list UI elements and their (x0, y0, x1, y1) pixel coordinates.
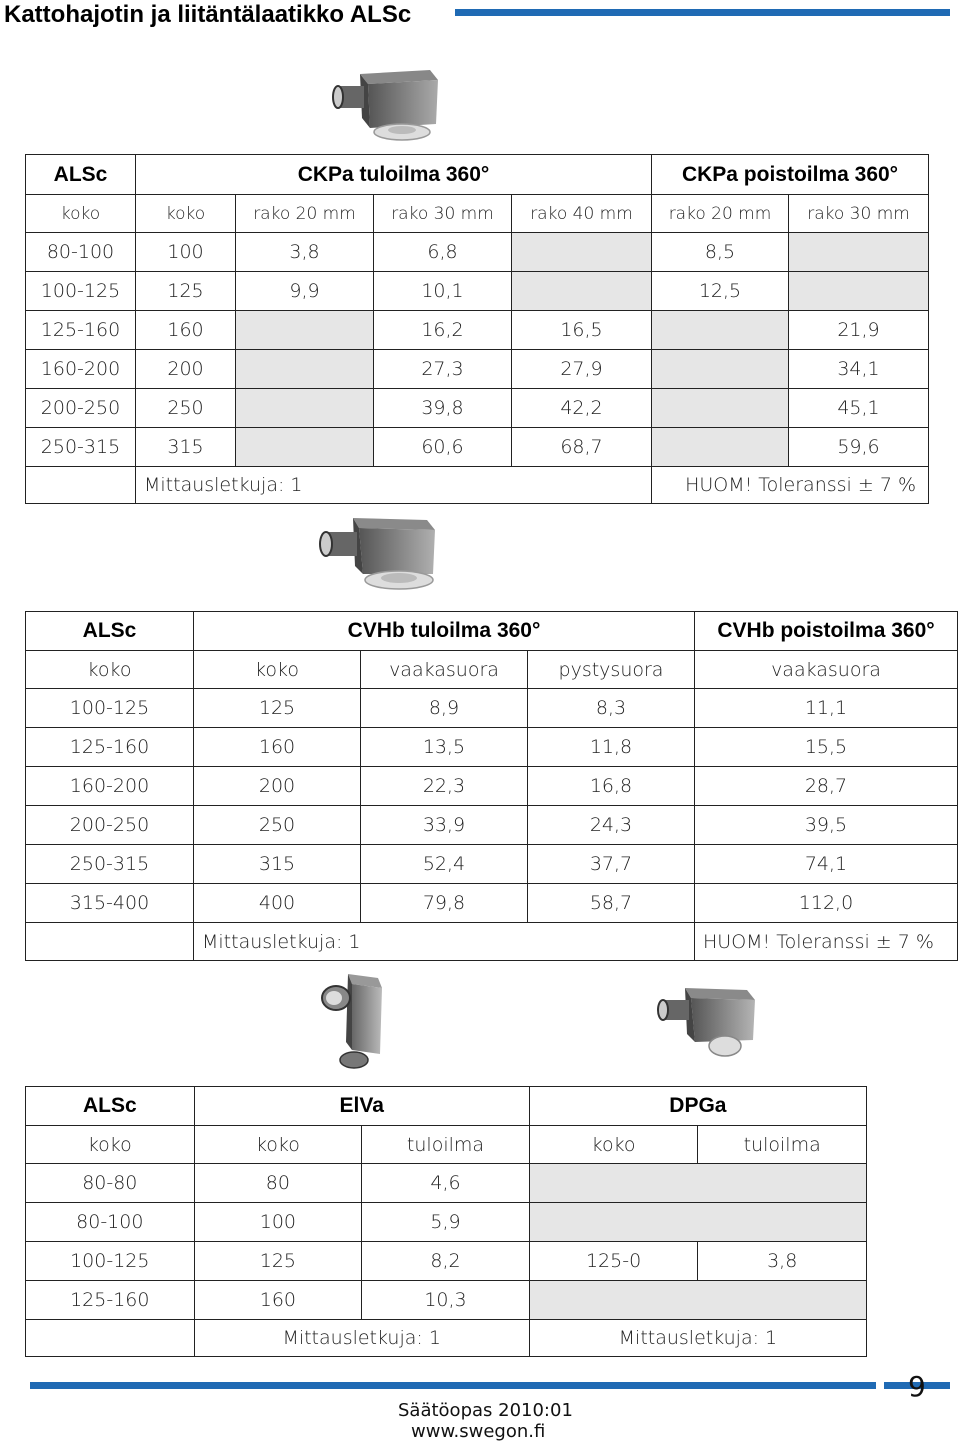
cell: 125 (194, 689, 361, 728)
cell: 10,3 (362, 1281, 530, 1320)
subheader: vaakasuora (695, 651, 958, 689)
empty-cell (236, 389, 374, 428)
cell: 100-125 (26, 689, 194, 728)
header-alsc: ALSc (26, 1087, 195, 1126)
empty-cell (652, 311, 789, 350)
cell: 3,8 (236, 233, 374, 272)
empty-cell (652, 428, 789, 467)
cell: 16,2 (374, 311, 512, 350)
cell: 59,6 (789, 428, 929, 467)
table-row (26, 272, 929, 311)
table-row (26, 1164, 867, 1203)
product-image-ckpa (330, 66, 440, 146)
footnote-tolerance: HUOM! Toleranssi ± 7 % (695, 923, 958, 961)
table-ckpa (25, 154, 929, 504)
footnote-hoses-elva: Mittausletkuja: 1 (194, 1320, 529, 1357)
cell: 24,3 (528, 806, 695, 845)
empty-cell (236, 311, 374, 350)
table-row (26, 233, 929, 272)
cell: 112,0 (695, 884, 958, 923)
header-elva: ElVa (194, 1087, 529, 1126)
empty-cell (512, 233, 652, 272)
page-title: Kattohajotin ja liitäntälaatikko ALSc (4, 1, 412, 28)
table-row (26, 689, 958, 728)
empty-cell (529, 1281, 866, 1320)
cell: 11,1 (695, 689, 958, 728)
footnote-hoses: Mittausletkuja: 1 (136, 467, 652, 504)
cell: 60,6 (374, 428, 512, 467)
empty-cell (652, 389, 789, 428)
subheader: koko (194, 651, 361, 689)
cell: 315 (194, 845, 361, 884)
cell: 80 (194, 1164, 362, 1203)
cell: 80-100 (26, 233, 136, 272)
cell: 160 (194, 1281, 362, 1320)
cell: 9,9 (236, 272, 374, 311)
cell: 250-315 (26, 428, 136, 467)
subheader: koko (26, 1126, 195, 1164)
table-cvhb (25, 611, 958, 961)
cell: 33,9 (361, 806, 528, 845)
subheader: koko (194, 1126, 362, 1164)
cell: 8,9 (361, 689, 528, 728)
subheader: koko (26, 651, 194, 689)
cell: 200 (194, 767, 361, 806)
cell: 125-160 (26, 1281, 195, 1320)
cell: 100 (194, 1203, 362, 1242)
table-row (26, 350, 929, 389)
cell: 160 (136, 311, 236, 350)
cell: 100 (136, 233, 236, 272)
subheader: koko (529, 1126, 698, 1164)
footer-url[interactable]: www.swegon.fi (411, 1421, 546, 1442)
table-row (26, 389, 929, 428)
empty-cell (512, 272, 652, 311)
table-row (26, 884, 958, 923)
cell: 68,7 (512, 428, 652, 467)
page-number: 9 (908, 1370, 926, 1403)
product-image-dpga (655, 982, 765, 1064)
cell: 125-160 (26, 728, 194, 767)
footnote-tolerance: HUOM! Toleranssi ± 7 % (652, 467, 929, 504)
cell: 27,9 (512, 350, 652, 389)
cell: 200-250 (26, 806, 194, 845)
cell: 250 (136, 389, 236, 428)
cell: 125 (194, 1242, 362, 1281)
header-cvhb-supply: CVHb tuloilma 360° (194, 612, 695, 651)
cell: 160 (194, 728, 361, 767)
cell: 6,8 (374, 233, 512, 272)
footer-publication: Säätöopas 2010:01 (398, 1400, 573, 1421)
header-alsc: ALSc (26, 155, 136, 195)
cell: 400 (194, 884, 361, 923)
cell: 100-125 (26, 272, 136, 311)
table-row (26, 311, 929, 350)
header-dpga: DPGa (529, 1087, 866, 1126)
cell: 22,3 (361, 767, 528, 806)
subheader: rako 30 mm (789, 195, 929, 233)
empty-cell (26, 923, 194, 961)
cell: 28,7 (695, 767, 958, 806)
cell: 42,2 (512, 389, 652, 428)
footnote-hoses: Mittausletkuja: 1 (194, 923, 695, 961)
cell: 39,5 (695, 806, 958, 845)
footnote-hoses-dpga: Mittausletkuja: 1 (529, 1320, 866, 1357)
cell: 100-125 (26, 1242, 195, 1281)
table-row (26, 845, 958, 884)
cell: 12,5 (652, 272, 789, 311)
cell: 200-250 (26, 389, 136, 428)
cell: 16,8 (528, 767, 695, 806)
cell: 160-200 (26, 767, 194, 806)
header-alsc: ALSc (26, 612, 194, 651)
subheader: rako 20 mm (236, 195, 374, 233)
subheader: pystysuora (528, 651, 695, 689)
cell: 58,7 (528, 884, 695, 923)
table-row (26, 806, 958, 845)
cell: 11,8 (528, 728, 695, 767)
table-elva-dpga (25, 1086, 867, 1357)
empty-cell (26, 467, 136, 504)
cell: 79,8 (361, 884, 528, 923)
empty-cell (652, 350, 789, 389)
empty-cell (236, 428, 374, 467)
cell: 37,7 (528, 845, 695, 884)
empty-cell (529, 1203, 866, 1242)
cell: 125-160 (26, 311, 136, 350)
cell: 125-0 (529, 1242, 698, 1281)
empty-cell (789, 233, 929, 272)
cell: 39,8 (374, 389, 512, 428)
cell: 80-80 (26, 1164, 195, 1203)
subheader: rako 40 mm (512, 195, 652, 233)
subheader: koko (136, 195, 236, 233)
cell: 45,1 (789, 389, 929, 428)
cell: 80-100 (26, 1203, 195, 1242)
subheader: vaakasuora (361, 651, 528, 689)
cell: 21,9 (789, 311, 929, 350)
cell: 16,5 (512, 311, 652, 350)
cell: 74,1 (695, 845, 958, 884)
table-row (26, 1281, 867, 1320)
empty-cell (236, 350, 374, 389)
table-row (26, 1203, 867, 1242)
cell: 34,1 (789, 350, 929, 389)
cell: 250-315 (26, 845, 194, 884)
subheader: tuloilma (698, 1126, 867, 1164)
cell: 52,4 (361, 845, 528, 884)
cell: 250 (194, 806, 361, 845)
table-row (26, 428, 929, 467)
footer-rule (30, 1382, 876, 1389)
cell: 200 (136, 350, 236, 389)
cell: 27,3 (374, 350, 512, 389)
cell: 15,5 (695, 728, 958, 767)
empty-cell (26, 1320, 195, 1357)
cell: 5,9 (362, 1203, 530, 1242)
title-rule (455, 9, 950, 16)
product-image-cvhb (315, 512, 440, 594)
header-ckpa-exhaust: CKPa poistoilma 360° (652, 155, 929, 195)
cell: 8,5 (652, 233, 789, 272)
table-row (26, 767, 958, 806)
empty-cell (529, 1164, 866, 1203)
table-row (26, 728, 958, 767)
cell: 315 (136, 428, 236, 467)
empty-cell (789, 272, 929, 311)
cell: 13,5 (361, 728, 528, 767)
cell: 10,1 (374, 272, 512, 311)
cell: 4,6 (362, 1164, 530, 1203)
cell: 315-400 (26, 884, 194, 923)
cell: 3,8 (698, 1242, 867, 1281)
subheader: rako 20 mm (652, 195, 789, 233)
cell: 8,3 (528, 689, 695, 728)
cell: 125 (136, 272, 236, 311)
subheader: tuloilma (362, 1126, 530, 1164)
header-cvhb-exhaust: CVHb poistoilma 360° (695, 612, 958, 651)
subheader: rako 30 mm (374, 195, 512, 233)
cell: 160-200 (26, 350, 136, 389)
subheader: koko (26, 195, 136, 233)
header-ckpa-supply: CKPa tuloilma 360° (136, 155, 652, 195)
table-row (26, 1242, 867, 1281)
cell: 8,2 (362, 1242, 530, 1281)
product-image-elva (318, 968, 388, 1072)
